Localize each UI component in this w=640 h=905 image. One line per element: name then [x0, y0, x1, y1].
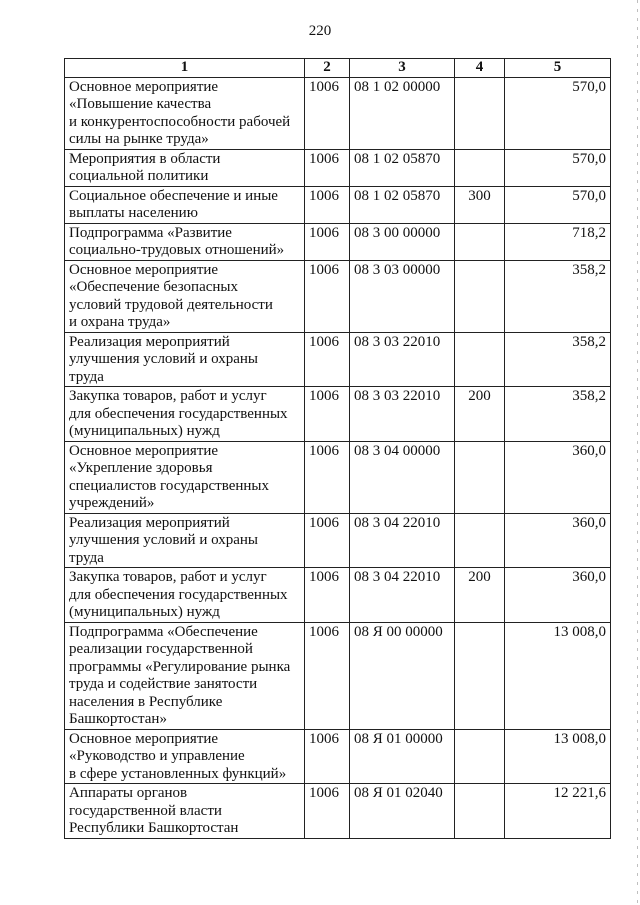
row-amount: 360,0 — [505, 513, 611, 568]
table-row — [65, 223, 611, 260]
row-expense-type — [455, 77, 505, 149]
row-expense-type: 300 — [455, 186, 505, 223]
row-amount: 570,0 — [505, 149, 611, 186]
row-amount: 13 008,0 — [505, 729, 611, 784]
table-row — [65, 622, 611, 729]
row-name: Социальное обеспечение и иные выплаты населению — [65, 186, 305, 223]
row-name: Основное мероприятие «Укрепление здоровья специалистов государственных учреждений» — [65, 441, 305, 513]
header-row — [65, 59, 611, 78]
row-name: Подпрограмма «Обеспечение реализации государственной программы «Регулирование рынка труда и содействие занятости населения в Республике Башкортостан» — [65, 622, 305, 729]
table-row — [65, 441, 611, 513]
row-target-code: 08 3 03 22010 — [350, 332, 455, 387]
header-col-4: 4 — [455, 59, 505, 78]
row-name: Закупка товаров, работ и услуг для обеспечения государственных (муниципальных) нужд — [65, 568, 305, 623]
row-section: 1006 — [305, 513, 350, 568]
table-body — [65, 77, 611, 838]
row-section: 1006 — [305, 622, 350, 729]
row-name: Основное мероприятие «Обеспечение безопасных условий трудовой деятельности и охрана труда» — [65, 260, 305, 332]
table-row — [65, 387, 611, 442]
row-name: Подпрограмма «Развитие социально-трудовых отношений» — [65, 223, 305, 260]
header-col-3: 3 — [350, 59, 455, 78]
row-amount: 358,2 — [505, 260, 611, 332]
row-expense-type — [455, 784, 505, 839]
row-section: 1006 — [305, 441, 350, 513]
row-expense-type — [455, 513, 505, 568]
row-section: 1006 — [305, 332, 350, 387]
row-name: Реализация мероприятий улучшения условий и охраны труда — [65, 513, 305, 568]
row-amount: 358,2 — [505, 332, 611, 387]
row-section: 1006 — [305, 149, 350, 186]
row-amount: 570,0 — [505, 77, 611, 149]
row-expense-type — [455, 260, 505, 332]
budget-table — [64, 58, 611, 839]
row-amount: 718,2 — [505, 223, 611, 260]
table-row — [65, 260, 611, 332]
row-name: Закупка товаров, работ и услуг для обеспечения государственных (муниципальных) нужд — [65, 387, 305, 442]
row-expense-type — [455, 332, 505, 387]
row-target-code: 08 Я 01 02040 — [350, 784, 455, 839]
row-expense-type — [455, 223, 505, 260]
row-target-code: 08 3 03 00000 — [350, 260, 455, 332]
row-target-code: 08 1 02 00000 — [350, 77, 455, 149]
table-row — [65, 332, 611, 387]
row-name: Основное мероприятие «Руководство и управление в сфере установленных функций» — [65, 729, 305, 784]
row-amount: 360,0 — [505, 568, 611, 623]
row-expense-type — [455, 441, 505, 513]
row-section: 1006 — [305, 186, 350, 223]
row-section: 1006 — [305, 260, 350, 332]
table-row — [65, 186, 611, 223]
row-target-code: 08 1 02 05870 — [350, 149, 455, 186]
row-target-code: 08 1 02 05870 — [350, 186, 455, 223]
row-target-code: 08 3 04 22010 — [350, 568, 455, 623]
row-name: Реализация мероприятий улучшения условий и охраны труда — [65, 332, 305, 387]
row-expense-type: 200 — [455, 387, 505, 442]
row-target-code: 08 3 03 22010 — [350, 387, 455, 442]
row-section: 1006 — [305, 784, 350, 839]
row-amount: 13 008,0 — [505, 622, 611, 729]
row-expense-type — [455, 149, 505, 186]
row-amount: 358,2 — [505, 387, 611, 442]
table-row — [65, 729, 611, 784]
row-name: Основное мероприятие «Повышение качества и конкурентоспособности рабочей силы на рынке труда» — [65, 77, 305, 149]
table-row — [65, 568, 611, 623]
row-target-code: 08 3 04 22010 — [350, 513, 455, 568]
header-col-5: 5 — [505, 59, 611, 78]
row-amount: 360,0 — [505, 441, 611, 513]
row-target-code: 08 3 04 00000 — [350, 441, 455, 513]
row-name: Аппараты органов государственной власти Республики Башкортостан — [65, 784, 305, 839]
row-target-code: 08 Я 00 00000 — [350, 622, 455, 729]
table-row — [65, 149, 611, 186]
page-number: 220 — [308, 23, 332, 39]
row-section: 1006 — [305, 729, 350, 784]
row-section: 1006 — [305, 568, 350, 623]
row-expense-type — [455, 622, 505, 729]
row-amount: 570,0 — [505, 186, 611, 223]
row-name: Мероприятия в области социальной политики — [65, 149, 305, 186]
header-col-1: 1 — [65, 59, 305, 78]
row-section: 1006 — [305, 223, 350, 260]
row-target-code: 08 3 00 00000 — [350, 223, 455, 260]
table-row — [65, 784, 611, 839]
row-expense-type: 200 — [455, 568, 505, 623]
row-expense-type — [455, 729, 505, 784]
header-col-2: 2 — [305, 59, 350, 78]
row-section: 1006 — [305, 77, 350, 149]
row-amount: 12 221,6 — [505, 784, 611, 839]
table-row — [65, 513, 611, 568]
table-row — [65, 77, 611, 149]
scan-edge-mark — [637, 0, 638, 905]
row-section: 1006 — [305, 387, 350, 442]
row-target-code: 08 Я 01 00000 — [350, 729, 455, 784]
